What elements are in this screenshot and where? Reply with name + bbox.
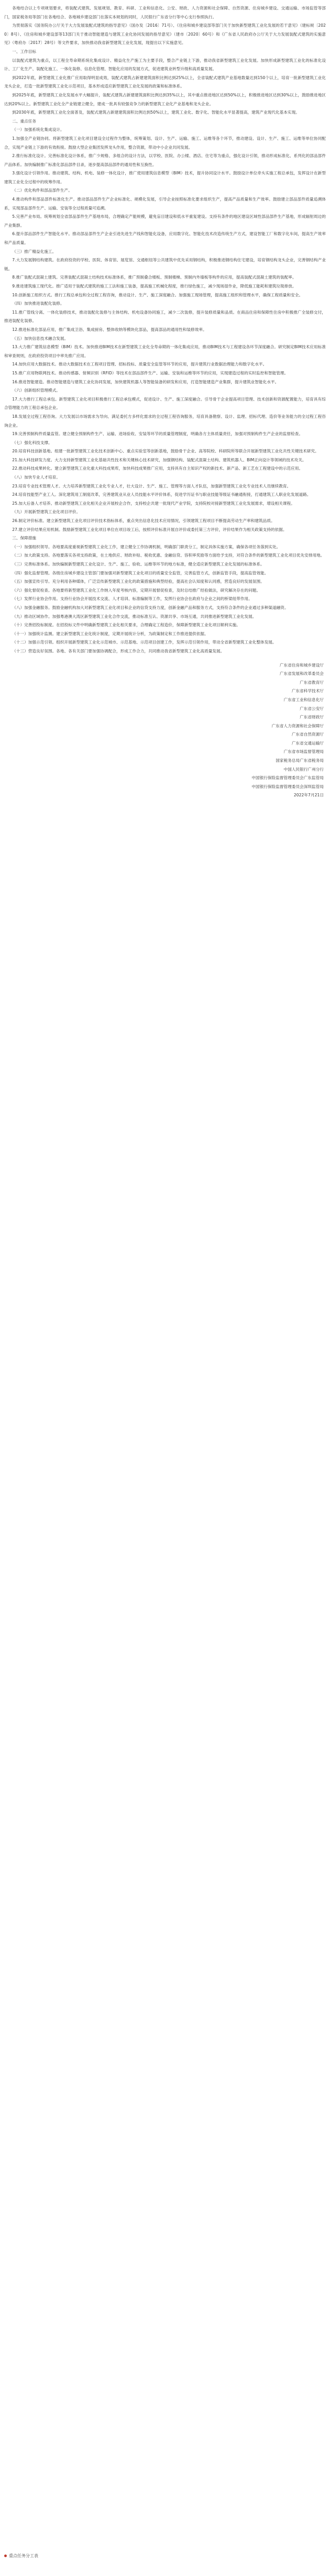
bullet-icon: [4, 2555, 7, 2557]
paragraph: （三）完善标准体系。加快编制新型建筑工业化设计、生产、施工、验收、运维等环节的地方标准，健全适应新型建筑工业化发展的标准体系。: [12, 562, 265, 567]
paragraph: 为贯彻落实《国务院办公厅关于大力发展装配式建筑的指导意见》（国办发〔2016〕71号）、《住房和城乡建设部等部门关于加快新型建筑工业化发展的若干意见》（建标规〔2020〕8号）、《住房和城乡建设部等13部门关于推动智能建造与建筑工业化协同发展的指导意见》（建市〔2020〕60号）和《广东省人民政府办公厅关于大力发展装配式建筑的实施意见》（粤府办〔2017〕28号）等文件要求，加快推动我省新型建筑工业化发展，现提出以下实施意见。: [4, 23, 326, 46]
paragraph: （十三）营造良好氛围。各地、各有关部门要加强协调配合，形成工作合力，共同推动我省新型建筑工业化高质量发展。: [12, 648, 225, 653]
paragraph: 11.推广管线分离、一体化装修技术，推动装配化装修与主体结构、机电设备协同施工，减少二次装修，提升装修质量和品质。在商品住房和保障性住房中积极推广全装修交付，推进装配化装修。: [4, 309, 326, 324]
paragraph: 6.提升部品部件生产智能化水平。推动部品部件生产企业引进先进生产线和智能化设备，应用数字化、智能化技术改造传统生产方式，建设智能工厂和数字化车间，提高生产效率和产品质量。: [4, 231, 326, 246]
paragraph: 4.推动构件和部品部件标准化生产。推动部品部件生产企业标准化、规模化发展，引导企业按照标准化要求组织生产，提高产品质量和生产效率。鼓励建立部品部件质量追溯体系，实现部品部件生产、运输、安装等全过程质量可追溯。: [4, 197, 326, 210]
paragraph: （六）强化督促检查。各地要将新型建筑工业化工作纳入年度考核内容，定期开展督促检查，及时总结推广经验做法，研究解决存在的问题。: [12, 587, 261, 593]
paragraph: 2.推行标准化设计。完善标准化设计体系，推广少规格、多组合的设计方法，以学校、医院、办公楼、酒店、住宅等为重点，强化设计引领，推动形成标准化、系列化的部品部件产品体系。加快编制推广标准化部品部件目录，逐步提高部品部件的通用性和互换性。: [4, 153, 326, 167]
section-heading: （四）加快推进装配化装修。: [12, 301, 64, 306]
signatory: 中国银行保险监督管理委员会深圳监管局: [251, 784, 324, 789]
paragraph: 21.加大科技研发力度。大力支持新型建筑工业化基础共性技术和关键核心技术研究，加强钢结构、装配式混凝土结构、建筑机器人、BIM正向设计等领域的技术攻关。: [12, 457, 306, 462]
section-heading: （九）开展新型建筑工业化项目评价。: [12, 509, 81, 515]
section-heading: （八）加快专业人才培育。: [12, 475, 60, 480]
section-heading: 二、重点任务: [12, 118, 37, 124]
paragraph: 17.大力推行工程总承包。新型建筑工业化项目积极推行工程总承包模式，促进设计、生产、施工深度融合。引导骨干企业提高项目管理、技术创新和资源配置能力，培育具有综合管理能力的工程总承包企业。: [4, 396, 326, 410]
signatory: 广东省发展和改革委员会: [279, 671, 324, 676]
paragraph: 25.加大后备人才培养。推动新型建筑工业化相关企业开展校企合作，支持校企共建一批现代产业学院，支持院校对接新型建筑工业化发展需求，增设相关课程。: [12, 501, 295, 506]
footer-label: 重点任务分工表: [9, 2553, 38, 2558]
paragraph: 14.加快应用大数据技术。推动大数据技术在工程项目管理、招标投标、质量安全监管等环节的应用，提升建筑行业数据治理能力和数字化水平。: [12, 362, 267, 367]
paragraph: （五）加强宣传引导。充分利用各种媒体，广泛宣传新型建筑工业化的政策措施和典型经验，提高社会认知度和认同感，营造良好的发展氛围。: [12, 579, 265, 584]
paragraph: （十一）加强统计监测。建立新型建筑工业化统计制度，定期开展统计分析，为政策制定和工作推进提供依据。: [12, 631, 208, 636]
document-body: [4, 4, 326, 800]
signatory-list: [4, 661, 326, 801]
signatory: 广东省财政厅: [300, 715, 324, 720]
paragraph: 7.大力发展钢结构建筑。在政府投资的学校、医院、体育馆、展览馆、交通枢纽等公共建筑中优先采用钢结构，积极推进钢结构住宅建设，培育钢结构龙头企业，完善钢结构产业链。: [4, 258, 326, 271]
section-heading: （三）推广精益化施工。: [12, 249, 57, 254]
section-heading: （七）强化科技支撑。: [12, 440, 52, 445]
paragraph: 到2022年底，新型建筑工业化推广应用取得明显成效，装配式建筑占新建建筑面积比例达到25%以上，全省装配式建筑产业基地数量达到150个以上，培育一批新型建筑工业化龙头企业，打造一批新型建筑工业化示范项目，基本形成适应新型建筑工业化发展的政策和标准体系。: [4, 75, 326, 89]
paragraph: 12.推进标准化部品应用，推广集成卫浴、集成厨房、整体收纳等模块化部品，提高部品的通用性和装修效率。: [12, 327, 207, 332]
paragraph: 26.制定评价标准。建立新型建筑工业化项目评价技术指标体系，重点突出信息化技术应用情况，引领建筑工程项目不断提高劳动生产率和建筑品质。: [12, 518, 275, 524]
signatory: 广东省自然资源厅: [291, 732, 324, 737]
section-heading: （六）创新组织管理模式。: [12, 388, 60, 393]
paragraph: 以装配式建筑为重点，以工程全寿命期系统化集成设计、精益化生产施工为主要手段，整合产业链上下游，推动我省新型建筑工业化发展。加快形成新型建筑工业化的标准化设计、工厂化生产、装配化施工、一体化装修、信息化管理、智能化应用的发展方式，促进建筑业转型升级和高质量发展。: [4, 58, 326, 72]
paragraph: 9.推进建筑施工现代化。推广适用于装配式建筑的施工工法和施工装备，提高施工机械化程度，推行绿色施工，减少现场湿作业，降低施工能耗和建筑垃圾排放。: [12, 284, 296, 288]
paragraph: （一）加强组织领导。各地要高度重视新型建筑工业化工作，建立健全工作协调机制，明确部门职责分工，制定具体实施方案，确保各项任务落到实处。: [12, 544, 281, 549]
paragraph: 8.推广装配式混凝土建筑。完善装配式混凝土结构技术标准体系，推广预制叠合楼板、预制楼梯、预制内外墙板等构件的应用，提高装配式混凝土建筑的装配率。: [12, 275, 296, 280]
signatory: 广东省工业和信息化厅: [283, 697, 324, 702]
paragraph: （二）加大政策支持。各地要落实各项支持政策，在土地供应、财政补贴、税收优惠、金融信贷、容积率奖励等方面给予支持，对符合条件的新型建筑工业化项目优先安排用地。: [12, 553, 325, 558]
section-heading: （二）优化构件和部品部件生产。: [12, 188, 72, 193]
paragraph: （九）推动区域协作。加强粤港澳大湾区新型建筑工业化合作交流，推动标准互认、资源共享、市场互通，共同推进新型建筑工业化发展。: [12, 614, 257, 619]
paragraph: 到2025年底，新型建筑工业化发展水平大幅提升，装配式建筑占新建建筑面积比例达到35%以上，其中重点推进地区达到50%以上，积极推进地区达到30%以上，鼓励推进地区达到20%以上。新型建筑工业化全产业链建立健全，建成一批具有较强竞争力的新型建筑工业化产业基地和龙头企业。: [4, 92, 326, 106]
paragraph: （四）强化监督管理。各级住房城乡建设主管部门要加强对新型建筑工业化项目的质量安全监管，完善监管方式，创新监管手段，提高监管效能。: [12, 570, 269, 575]
paragraph: 各地结合以上专项规划要求，将装配式建筑、发展规划、教育、科研、工业和信息化、公安、财政、人力资源和社会保障、自然资源、住房城乡建设、交通运输、市场监管等部门，国家税务局等部门在各地结合、各地城乡建设部门在落实本规划的同时，人民银行广东省分行等中心支行参照执行。: [4, 6, 326, 19]
signatory: 广东省交通运输厅: [291, 740, 324, 746]
paragraph: 到2030年底，新型建筑工业化全面普及，装配式建筑占新建建筑面积比例达到50%以上，建筑工业化、数字化、智能化水平显著提高，建筑产业现代化基本实现。: [12, 110, 300, 115]
footer-link[interactable]: [4, 2553, 38, 2559]
paragraph: 20.培育科技创新基地。组建一批新型建筑工业化技术创新中心、重点实验室等创新基地，鼓励骨干企业、高等院校、科研院所等联合开展新型建筑工业化共性关键技术研究。: [12, 449, 319, 454]
paragraph: （八）加强金融服务。鼓励金融机构加大对新型建筑工业化项目和企业的信贷支持力度，创新金融产品和服务方式，支持符合条件的企业通过多种渠道融资。: [12, 605, 289, 610]
paragraph: 3.强化设计引领作用。推动建筑、结构、机电、装修一体化设计，推广使用建筑信息模型（BIM）技术，提升协同设计水平。鼓励设计单位牵头实施工程总承包，发挥设计在新型建筑工业化全过程中的统筹作用。: [4, 171, 326, 184]
issue-date: 2022年7月21日: [293, 793, 324, 798]
paragraph: 10.创新施工组织方式。推行工程总承包和全过程工程咨询，推动设计、生产、施工深度融合。加强施工现场管理，提高施工组织和管理水平，确保工程质量和安全。: [12, 292, 303, 297]
paragraph: 1.加强全产业链协同。将新型建筑工业化项目建设全过程作为整体，统筹策划、设计、生产、运输、施工、运维等各个环节，推动建设、设计、生产、施工、运维等单位协同配合，实现产业链上下游的有效衔接。鼓励大型企业集团发挥龙头作用，整合资源，带动中小企业共同发展。: [4, 136, 326, 150]
signatory: 中国人民银行广州分行: [283, 767, 324, 772]
signatory: 广东省市场监督管理局: [283, 749, 324, 754]
paragraph: 27.建立评价结果应用机制。鼓励新型建筑工业化项目单位在项目竣工后，按照评价标准开展自评价或委托第三方评价，评价结果作为相关政策支持的依据。: [12, 527, 287, 532]
signatory: 广东省公安厅: [300, 706, 324, 711]
signatory: 中国银行保险监督管理委员会广东监管局: [251, 775, 324, 781]
paragraph: 22.推动科技成果转化。建立新型建筑工业化重大科技成果库，加快科技成果推广应用，支持具有自主知识产权的新技术、新产品、新工艺在工程建设中的示范应用。: [12, 466, 303, 471]
signatory: 国家税务总局广东省税务局: [276, 758, 324, 763]
signatory: 广东省教育厅: [300, 680, 324, 685]
paragraph: 24.培育技能型产业工人。深化建筑用工制度改革，完善建筑业从业人员技能水平评价体系，促进学历证书与职业技能等级证书融通衔接，打通建筑工人职业化发展道路。: [12, 492, 311, 497]
paragraph: 16.推进智能建造。推动智能建造与建筑工业化协同发展，加快建筑机器人等智能装备的研发和应用，打造智能建造产业集群，提升建筑业智能化水平。: [12, 379, 279, 384]
section-heading: （一）加强系统化集成设计。: [12, 127, 64, 132]
section-heading: （五）加快信息技术融合发展。: [12, 336, 69, 341]
signatory: 广东省人力资源和社会保障厅: [271, 723, 324, 728]
paragraph: （十）完善招投标制度。在招投标文件中明确新型建筑工业化相关要求，合理确定工程造价，保障新型建筑工业化项目顺利实施。: [12, 623, 240, 628]
paragraph-list: [4, 4, 326, 656]
paragraph: 23.培育专业技术管理人才。大力培养新型建筑工业化专业人才，壮大设计、生产、施工、管理等方面人才队伍，加强新型建筑工业化专业技术人员继续教育。: [12, 483, 291, 488]
signatory: 广东省住房和城乡建设厅: [279, 662, 324, 668]
paragraph: （七）发挥行业协会作用。支持行业协会开展技术交流、人才培训、标准编制等工作，发挥行业协会在政府与企业之间的桥梁纽带作用。: [12, 596, 252, 602]
section-heading: 一、工作目标: [12, 49, 37, 54]
paragraph: （十二）加强示范引领。组织开展新型建筑工业化示范城市、示范基地、示范项目创建工作，发挥示范引领作用，带动全省新型建筑工业化整体发展。: [12, 640, 277, 645]
signatory: 广东省科学技术厅: [291, 689, 324, 694]
section-heading: 三、保障措施: [12, 536, 37, 541]
paragraph: 15.推广应用物联网技术。推动传感器、射频识别（RFID）等技术在部品部件生产、运输、安装和运维等环节的应用，实现建造过程的实时监控和智能管理。: [12, 370, 289, 375]
paragraph: 18.发展全过程工程咨询。大力发展以市场需求为导向、满足委托方多样化需求的全过程工程咨询服务，培育具备勘察、设计、监理、招标代理、造价等业务能力的全过程工程咨询企业。: [4, 414, 326, 428]
paragraph: 19.完善预制构件质量监管。建立健全预制构件生产、运输、进场验收、安装等环节的质量管理制度，明确各方主体质量责任，加强对预制构件生产企业的监督检查。: [12, 431, 303, 437]
paragraph: 5.完善产业布局。统筹规划全省部品部件生产基地布局，合理确定产能规模，避免盲目建设和低水平重复建设。支持有条件的地区建设区域性部品部件生产基地，形成辐射周边的产业集群。: [4, 214, 326, 228]
paragraph: 13.大力推广建筑信息模型（BIM）技术。加快推进BIM技术在新型建筑工业化全寿命期的一体化集成应用，推动BIM技术与工程建设各环节深度融合。研究制定BIM技术应用标准和审查规则，在政府投资项目中率先推广应用。: [4, 345, 326, 358]
